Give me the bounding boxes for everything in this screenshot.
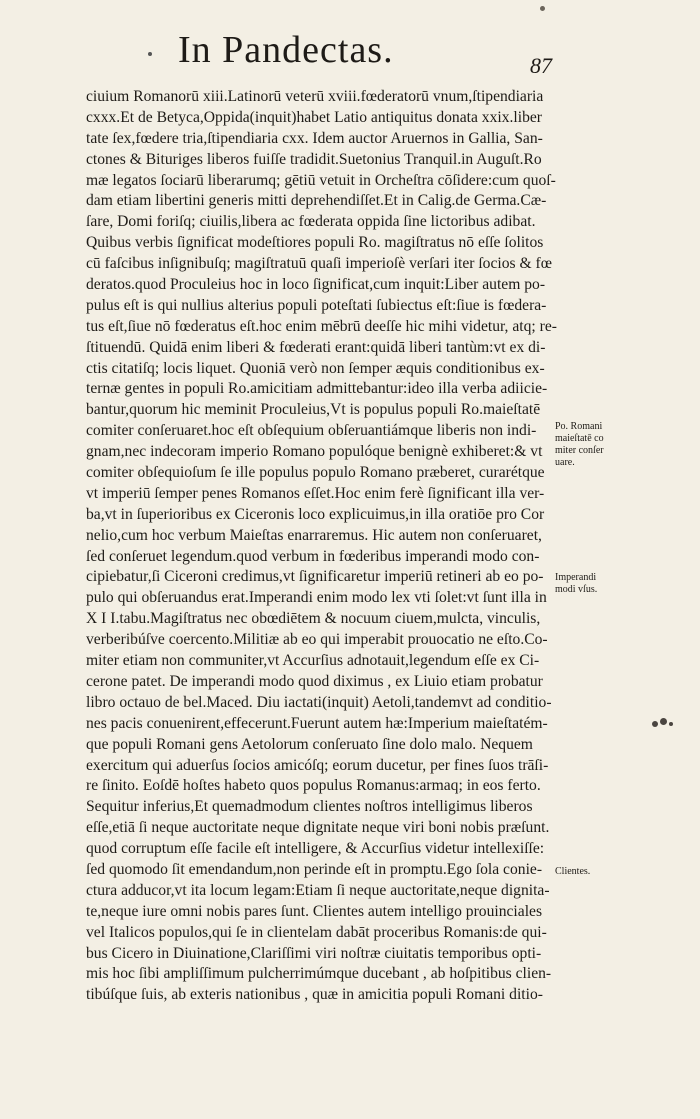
margin-note-line: miter conſer [555, 445, 604, 456]
text-line: te,neque iure omni nobis pares ſunt. Clientes autem intelligo prouinciales [86, 902, 543, 920]
ink-speck [148, 52, 152, 56]
margin-note-maiestas [555, 421, 635, 469]
text-line: exercitum qui aduerſus ſocios amicóſq; eorum ducetur, per fines ſuos trāſi- [86, 756, 549, 774]
text-line: tibúſque ſuis, ab exteris nationibus , quæ in amicitia populi Romani ditio- [86, 986, 543, 1004]
text-line: tate ſex,fœdere tria,ſtipendiaria cxx. Idem auctor Aruernos in Gallia, San- [86, 129, 543, 147]
text-line: ctones & Bituriges liberos fuiſſe tradidit.Suetonius Tranquil.in Auguſt.Ro [86, 150, 542, 168]
text-line: gnam,nec indecoram imperio Romano populóque benignè exhiberet:& vt [86, 443, 543, 461]
text-line: bus Cicero in Diuinatione,Clariſſimi viri noſtræ ciuitatis temporibus opti- [86, 944, 542, 962]
text-line: verberibúſve coercento.Militiæ ab eo qui imperabit prouocatio ne eſto.Co- [86, 631, 548, 649]
text-line: Quibus verbis ſignificat modeſtiores populi Ro. magiſtratus nō eſſe ſolitos [86, 234, 544, 252]
text-line: deratos.quod Proculeius hoc in loco ſignificat,cum inquit:Liber autem po- [86, 276, 546, 294]
text-line: cerone patet. De imperandi modo quod diximus , ex Liuio etiam probatur [86, 672, 543, 690]
text-line: vt imperiū ſemper penes Romanos eſſet.Hoc enim ferè ſignificant illa ver- [86, 484, 545, 502]
text-line: quod corruptum eſſe facile eſt intelligere, & Accurſius videtur intellexiſſe: [86, 840, 545, 858]
margin-note-line: Po. Romani [555, 421, 603, 432]
text-line: ſtituendū. Quidā enim liberi & fœderati erant:quidā liberi tantùm:vt ex di- [86, 338, 546, 356]
text-line: ctis citatiſq; locis liquet. Quoniā verò non ſemper æquis conditionibus ex- [86, 359, 545, 377]
margin-note-line: Clientes. [555, 866, 591, 877]
text-line: nelio,cum hoc verbum Maieſtas enarraremus. Hic autem non conſeruaret, [86, 526, 542, 544]
text-line: libro octauo de bel.Maced. Diu iactati(inquit) Aetoli,tandemvt ad conditio- [86, 693, 552, 711]
margin-note-imperandi [555, 572, 635, 596]
margin-note-line: modi vſus. [555, 584, 598, 595]
ink-speck [540, 6, 545, 11]
text-line: mis hoc ſibi ampliſſimum pulcherrimúmque ducebant , ab hoſpitibus clien- [86, 965, 552, 983]
text-line: re ſinito. Eoſdē hoſtes habeto quos populus Romanus:armaq; in eos ferto. [86, 777, 541, 795]
text-line: miter etiam non communiter,vt Accurſius adnotauit,legendum eſſe ex Ci- [86, 652, 540, 670]
text-line: ſare, Domi foriſq; ciuilis,libera ac fœderata oppida ſine lictoribus adibat. [86, 213, 536, 231]
margin-note-clientes [555, 866, 635, 878]
text-line: pulus eſt is qui nullius alterius populi poteſtati ſubiectus eſt:ſiue is fœdera- [86, 296, 547, 314]
text-line: ſed conſeruet legendum.quod verbum in fœderibus imperandi modo con- [86, 547, 540, 565]
text-line: dam etiam libertini generis mitti deprehendiſſet.Et in Calig.de Germa.Cæ- [86, 192, 547, 210]
text-line: X I I.tabu.Magiſtratus nec obœdiētem & nocuum ciuem,mulcta, vinculis, [86, 610, 541, 628]
text-line: ctura adducor,vt ita locum legam:Etiam ſi neque auctoritate,neque dignita- [86, 881, 550, 899]
text-line: nes pacis conuenirent,effecerunt.Fuerunt autem hæ:Imperium maieſtatém- [86, 714, 548, 732]
page-number: 87 [530, 53, 552, 78]
text-line: pulo qui obſeruandus erat.Imperandi enim modo lex vti ſolet:vt ſunt illa in [86, 589, 547, 607]
text-line: tus eſt,ſiue nō fœderatus eſt.hoc enim mēbrū deeſſe hic mihi videtur, atq; re- [86, 317, 557, 335]
text-line: ba,vt in ſuperioribus ex Ciceronis loco explicuimus,in illa oratiōe pro Cor [86, 505, 545, 523]
margin-note-line: Imperandi [555, 572, 597, 583]
text-line: eſſe,etiā ſi neque auctoritate neque dignitate neque viri boni nobis præſunt. [86, 819, 550, 837]
text-line: cxxx.Et de Betyca,Oppida(inquit)habet Latio antiquitus donata xxix.liber [86, 108, 542, 126]
main-text-block [86, 87, 557, 1006]
text-line: que populi Romani gens Aetolorum conſeruato ſine dolo malo. Nequem [86, 735, 533, 753]
text-line: bantur,quorum hic meminit Proculeius,Vt is populus populi Ro.maieſtatē [86, 401, 541, 419]
text-line: Sequitur inferius,Et quemadmodum clientes noſtros intelligimus liberos [86, 798, 533, 816]
ink-blot [652, 718, 674, 728]
margin-note-line: uare. [555, 457, 575, 468]
text-line: vel Italicos populos,qui ſe in clientelam dabāt proceribus Romanis:de qui- [86, 923, 547, 941]
text-line: comiter obſequioſum ſe ille populus populo Romano præberet, curarétque [86, 464, 545, 482]
text-line: ſed quomodo ſit emendandum,non perinde eſt in promptu.Ego ſola conie- [86, 860, 543, 878]
text-line: cipiebatur,ſi Ciceroni credimus,vt ſignificaretur imperiū retineri ab eo po- [86, 568, 544, 586]
text-line: mæ legatos ſociarū liberarumq; gētiū vetuit in Orcheſtra cōſidere:cum quoſ- [86, 171, 556, 189]
running-head: In Pandectas. [178, 29, 394, 71]
text-line: cū faſcibus inſignibuſq; magiſtratuū quaſi imperioſè verſari iter ſocios & fœ [86, 255, 552, 273]
text-line: ciuium Romanorū xiii.Latinorū veterū xviii.fœderatorū vnum,ſtipendiaria [86, 88, 544, 105]
text-line: comiter conſeruaret.hoc eſt obſequium obſeruantiámque liberis non indi- [86, 422, 537, 440]
margin-note-line: maieſtatē co [555, 433, 604, 444]
text-line: ternæ gentes in populi Ro.amicitiam admittebantur:ideo illa verba adiicie- [86, 380, 548, 398]
